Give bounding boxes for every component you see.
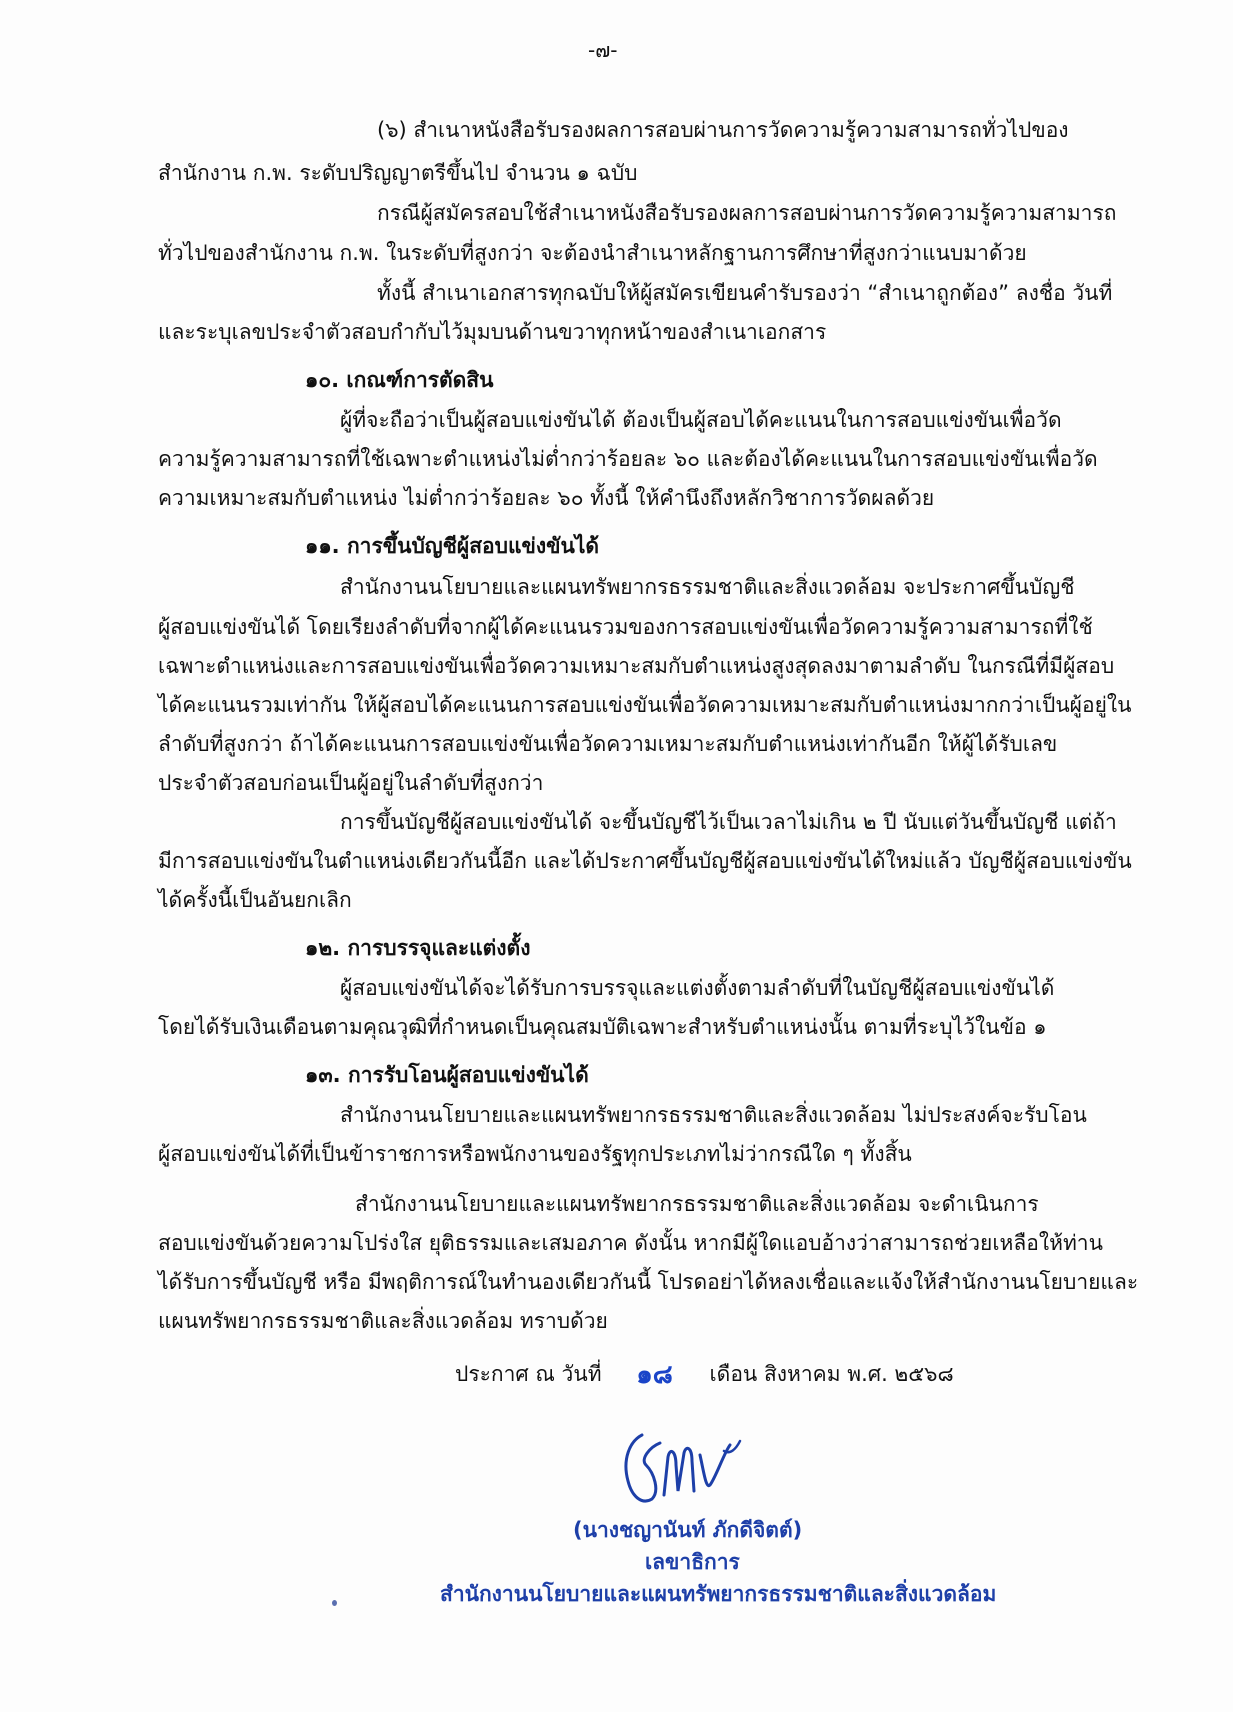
section13-line2: ผู้สอบแข่งขันได้ที่เป็นข้าราชการหรือพนักงานของรัฐทุกประเภทไม่ว่ากรณีใด ๆ ทั้งสิ้น [158, 1142, 912, 1166]
announce-line [455, 1360, 954, 1390]
item6-line1: (๖) สำเนาหนังสือรับรองผลการสอบผ่านการวัดความรู้ความสามารถทั่วไปของ [377, 118, 1069, 142]
section12-line1: ผู้สอบแข่งขันได้จะได้รับการบรรจุและแต่งตั้งตามลำดับที่ในบัญชีผู้สอบแข่งขันได้ [340, 976, 1055, 1000]
section13-line1: สำนักงานนโยบายและแผนทรัพยากรธรรมชาติและสิ่งแวดล้อม ไม่ประสงค์จะรับโอน [340, 1103, 1087, 1127]
section11-heading: ๑๑. การขึ้นบัญชีผู้สอบแข่งขันได้ [305, 534, 600, 558]
item6-line2: สำนักงาน ก.พ. ระดับปริญญาตรีขึ้นไป จำนวน ๑ ฉบับ [158, 161, 638, 185]
section11-line1: สำนักงานนโยบายและแผนทรัพยากรธรรมชาติและสิ่งแวดล้อม จะประกาศขึ้นบัญชี [340, 575, 1075, 599]
section12-heading: ๑๒. การบรรจุและแต่งตั้ง [305, 936, 531, 960]
section11-line8: มีการสอบแข่งขันในตำแหน่งเดียวกันนี้อีก และได้ประกาศขึ้นบัญชีผู้สอบแข่งขันได้ใหม่แล้ว บัญชีผู้สอบแข่งขัน [158, 849, 1132, 873]
section13-heading: ๑๓. การรับโอนผู้สอบแข่งขันได้ [305, 1063, 589, 1087]
page-number: -๗- [588, 38, 618, 62]
section10-line2: ความรู้ความสามารถที่ใช้เฉพาะตำแหน่งไม่ต่ำกว่าร้อยละ ๖๐ และต้องได้คะแนนในการสอบแข่งขันเพื่อวัด [158, 447, 1098, 471]
signature-mark [620, 1425, 750, 1510]
signatory-position: เลขาธิการ [645, 1550, 740, 1574]
ink-speck [332, 1600, 337, 1606]
section11-line6: ประจำตัวสอบก่อนเป็นผู้อยู่ในลำดับที่สูงกว่า [158, 771, 544, 795]
item6-line3: กรณีผู้สมัครสอบใช้สำเนาหนังสือรับรองผลการสอบผ่านการวัดความรู้ความสามารถ [377, 201, 1117, 225]
section11-line7: การขึ้นบัญชีผู้สอบแข่งขันได้ จะขึ้นบัญชีไว้เป็นเวลาไม่เกิน ๒ ปี นับแต่วันขึ้นบัญชี แต่ถ้า [340, 810, 1117, 834]
section11-line2: ผู้สอบแข่งขันได้ โดยเรียงลำดับที่จากผู้ได้คะแนนรวมของการสอบแข่งขันเพื่อวัดความรู้ความสามารถที่ใช้ [158, 615, 1093, 639]
signatory-office: สำนักงานนโยบายและแผนทรัพยากรธรรมชาติและสิ่งแวดล้อม [440, 1582, 997, 1606]
item6-line5: ทั้งนี้ สำเนาเอกสารทุกฉบับให้ผู้สมัครเขียนคำรับรองว่า “สำเนาถูกต้อง” ลงชื่อ วันที่ [377, 281, 1113, 305]
closing-line3: ได้รับการขึ้นบัญชี หรือ มีพฤติการณ์ในทำนองเดียวกันนี้ โปรดอย่าได้หลงเชื่อและแจ้งให้สำนักงานนโยบายและ [158, 1270, 1139, 1294]
closing-line2: สอบแข่งขันด้วยความโปร่งใส ยุติธรรมและเสมอภาค ดังนั้น หากมีผู้ใดแอบอ้างว่าสามารถช่วยเหลือให้ท่าน [158, 1231, 1103, 1255]
announce-day: ๑๘ [636, 1360, 673, 1390]
section10-line1: ผู้ที่จะถือว่าเป็นผู้สอบแข่งขันได้ ต้องเป็นผู้สอบได้คะแนนในการสอบแข่งขันเพื่อวัด [340, 408, 1062, 432]
signatory-name: (นางชญานันท์ ภักดีจิตต์) [573, 1518, 803, 1542]
item6-line6: และระบุเลขประจำตัวสอบกำกับไว้มุมบนด้านขวาทุกหน้าของสำเนาเอกสาร [158, 320, 827, 344]
section11-line5: ลำดับที่สูงกว่า ถ้าได้คะแนนการสอบแข่งขันเพื่อวัดความเหมาะสมกับตำแหน่งเท่ากันอีก ให้ผู้ได้รับเลข [158, 732, 1058, 756]
closing-line1: สำนักงานนโยบายและแผนทรัพยากรธรรมชาติและสิ่งแวดล้อม จะดำเนินการ [355, 1192, 1039, 1216]
announce-rest: เดือน สิงหาคม พ.ศ. ๒๕๖๘ [709, 1362, 954, 1386]
section10-heading: ๑๐. เกณฑ์การตัดสิน [305, 368, 494, 392]
section11-line4: ได้คะแนนรวมเท่ากัน ให้ผู้สอบได้คะแนนการสอบแข่งขันเพื่อวัดความเหมาะสมกับตำแหน่งมากกว่าเป็นผู้อยู่ใน [158, 693, 1132, 717]
section11-line3: เฉพาะตำแหน่งและการสอบแข่งขันเพื่อวัดความเหมาะสมกับตำแหน่งสูงสุดลงมาตามลำดับ ในกรณีที่มีผู้สอบ [158, 654, 1115, 678]
item6-line4: ทั่วไปของสำนักงาน ก.พ. ในระดับที่สูงกว่า จะต้องนำสำเนาหลักฐานการศึกษาที่สูงกว่าแนบมาด้วย [158, 241, 1027, 265]
section10-line3: ความเหมาะสมกับตำแหน่ง ไม่ต่ำกว่าร้อยละ ๖๐ ทั้งนี้ ให้คำนึงถึงหลักวิชาการวัดผลด้วย [158, 486, 935, 510]
announce-prefix: ประกาศ ณ วันที่ [455, 1362, 602, 1386]
section12-line2: โดยได้รับเงินเดือนตามคุณวุฒิที่กำหนดเป็นคุณสมบัติเฉพาะสำหรับตำแหน่งนั้น ตามที่ระบุไว้ในข้อ ๑ [158, 1015, 1047, 1039]
closing-line4: แผนทรัพยากรธรรมชาติและสิ่งแวดล้อม ทราบด้วย [158, 1309, 608, 1333]
section11-line9: ได้ครั้งนี้เป็นอันยกเลิก [158, 888, 352, 912]
